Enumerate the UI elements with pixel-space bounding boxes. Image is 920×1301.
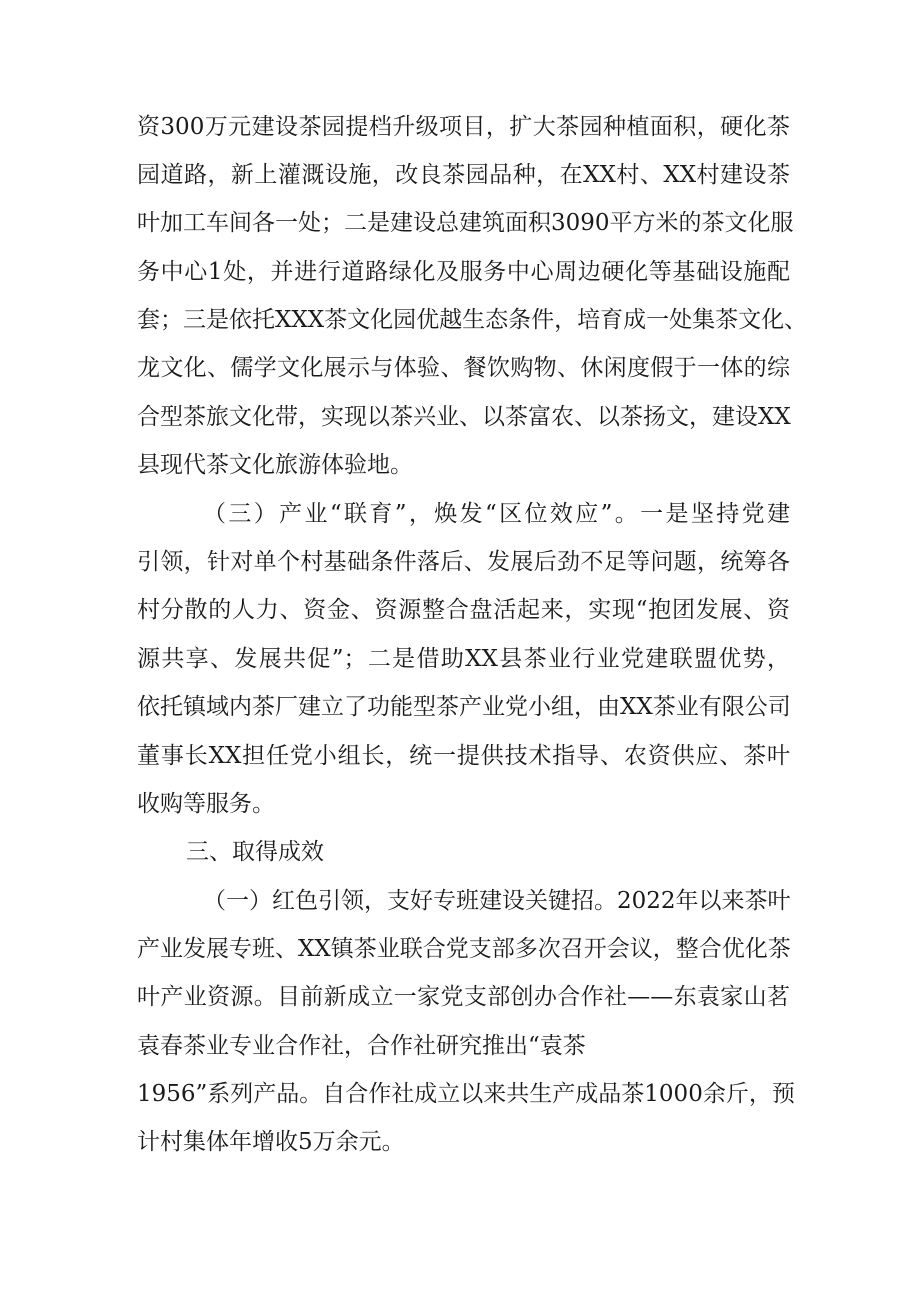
paragraph-line-12: 源共享、发展共促”；二是借助XX县茶业行业党建联盟优势，	[137, 646, 790, 672]
section-3-heading-line: （三）产业“联育”，焕发“区位效应”。一是坚持党建	[203, 501, 790, 527]
paragraph-line-5: 套；三是依托XXX茶文化园优越生态条件，培育成一处集茶文化、	[137, 307, 808, 333]
paragraph-line-13: 依托镇域内茶厂建立了功能型茶产业党小组，由XX茶业有限公司	[137, 694, 791, 720]
paragraph-line-8: 县现代茶文化旅游体验地。	[137, 452, 413, 478]
paragraph-line-14: 董事长XX担任党小组长，统一提供技术指导、农资供应、茶叶	[137, 743, 790, 769]
section-heading-results: 三、取得成效	[186, 839, 324, 865]
paragraph-line-21: 1956”系列产品。自合作社成立以来共生产成品茶1000余斤，预	[137, 1081, 795, 1107]
paragraph-line-11: 村分散的人力、资金、资源整合盘活起来，实现“抱团发展、资	[137, 597, 790, 623]
paragraph-line-1: 资300万元建设茶园提档升级项目，扩大茶园种植面积，硬化茶	[137, 114, 790, 140]
paragraph-line-20: 袁春茶业专业合作社，合作社研究推出“袁茶	[137, 1033, 586, 1059]
paragraph-line-19: 叶产业资源。目前新成立一家党支部创办合作社——东袁家山茗	[137, 984, 790, 1010]
paragraph-line-18: 产业发展专班、XX镇茶业联合党支部多次召开会议，整合优化茶	[137, 936, 791, 962]
paragraph-line-2: 园道路，新上灌溉设施，改良茶园品种，在XX村、XX村建设茶	[137, 162, 790, 188]
paragraph-line-15: 收购等服务。	[137, 791, 275, 817]
paragraph-line-6: 龙文化、儒学文化展示与体验、餐饮购物、休闲度假于一体的综	[137, 355, 790, 381]
paragraph-line-4: 务中心1处，并进行道路绿化及服务中心周边硬化等基础设施配	[137, 259, 790, 285]
subsection-1-heading-line: （一）红色引领，支好专班建设关键招。2022年以来茶叶	[203, 888, 791, 914]
paragraph-line-10: 引领，针对单个村基础条件落后、发展后劲不足等问题，统筹各	[137, 549, 790, 575]
paragraph-line-7: 合型茶旅文化带，实现以茶兴业、以茶富农、以茶扬文，建设XX	[137, 404, 791, 430]
paragraph-line-22: 计村集体年增收5万余元。	[137, 1129, 405, 1155]
paragraph-line-3: 叶加工车间各一处；二是建设总建筑面积3090平方米的茶文化服	[137, 210, 794, 236]
